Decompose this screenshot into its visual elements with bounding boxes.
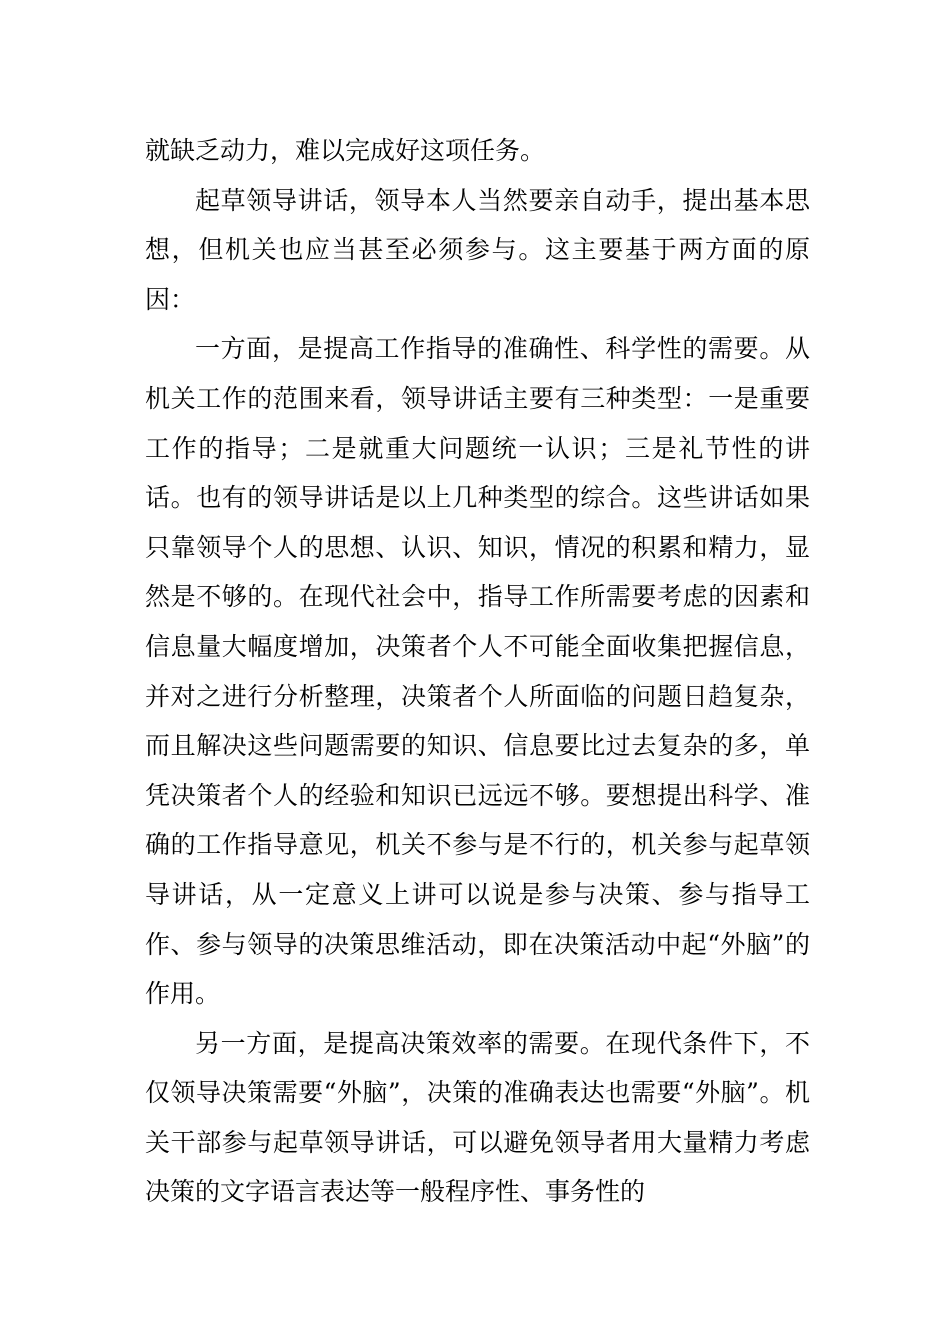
document-page: [145, 126, 810, 1217]
paragraph-continuation: 就缺乏动力，难以完成好这项任务。: [145, 136, 546, 165]
paragraph-second-reason: 另一方面，是提高决策效率的需要。在现代条件下，不仅领导决策需要“外脑”，决策的准确表达也需要“外脑”。机关干部参与起草领导讲话，可以避免领导者用大量精力考虑决策的文字语言表达等一般程序性、事务性的: [145, 1028, 810, 1207]
paragraph-first-reason: 一方面，是提高工作指导的准确性、科学性的需要。从机关工作的范围来看，领导讲话主要有三种类型：一是重要工作的指导；二是就重大问题统一认识；三是礼节性的讲话。也有的领导讲话是以上几种类型的综合。这些讲话如果只靠领导个人的思想、认识、知识，情况的积累和精力，显然是不够的。在现代社会中，指导工作所需要考虑的因素和信息量大幅度增加，决策者个人不可能全面收集把握信息，并对之进行分析整理，决策者个人所面临的问题日趋复杂，而且解决这些问题需要的知识、信息要比过去复杂的多，单凭决策者个人的经验和知识已远远不够。要想提出科学、准确的工作指导意见，机关不参与是不行的，机关参与起草领导讲话，从一定意义上讲可以说是参与决策、参与指导工作、参与领导的决策思维活动，即在决策活动中起“外脑”的作用。: [145, 334, 810, 1009]
paragraph-drafting-speech: 起草领导讲话，领导本人当然要亲自动手，提出基本思想，但机关也应当甚至必须参与。这主要基于两方面的原因：: [145, 185, 810, 314]
